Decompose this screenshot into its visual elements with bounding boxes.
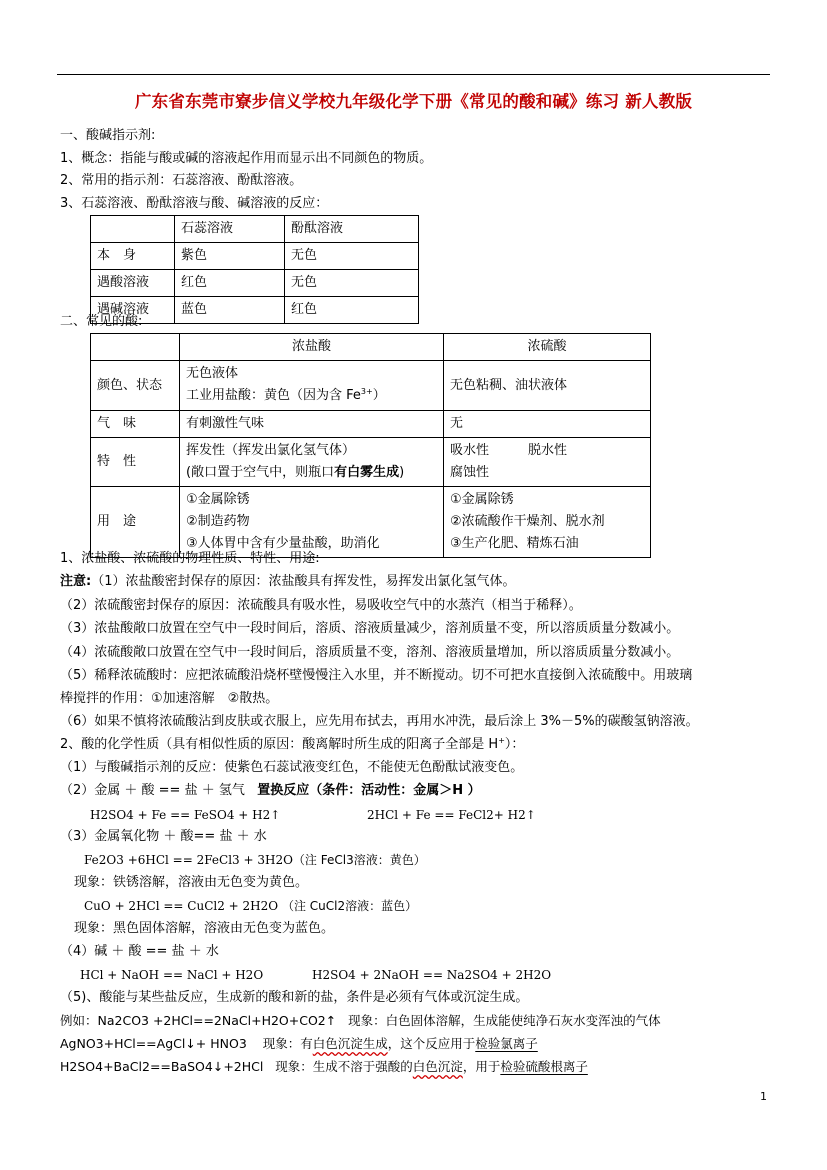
- prop-5: （5)、酸能与某些盐反应，生成新的酸和新的盐，条件是必须有气体或沉淀生成。: [60, 990, 529, 1005]
- equation: H2SO4 + Fe == FeSO4 + H2↑: [90, 808, 281, 822]
- table-cell: 无色: [285, 243, 419, 270]
- prop-3: （3）金属氧化物 ＋ 酸== 盐 ＋ 水: [60, 829, 267, 844]
- acid-table: [90, 333, 651, 558]
- table-cell: 本 身: [91, 243, 175, 270]
- table-cell: 无色粘稠、油状液体: [444, 361, 651, 411]
- header-rule: [57, 74, 770, 75]
- table-cell: 紫色: [175, 243, 285, 270]
- equation: 2HCl + Fe == FeCl2+ H2↑: [367, 808, 536, 822]
- indicator-table: [90, 215, 419, 324]
- section-1-heading: 一、酸碱指示剂:: [60, 128, 156, 143]
- section-2-heading: 二、常见的酸:: [60, 314, 143, 329]
- note-4: （4）浓硫酸敞口放置在空气中一段时间后，溶质质量不变，溶剂、溶液质量增加，所以溶质质量分数减小。: [60, 645, 680, 660]
- line-1: 1、概念：指能与酸或碱的溶液起作用而显示出不同颜色的物质。: [60, 151, 433, 166]
- para-2: 2、酸的化学性质（具有相似性质的原因：酸离解时所生成的阳离子全部是 H+）：: [60, 736, 525, 752]
- table-header: 酚酞溶液: [285, 216, 419, 243]
- table-cell: 有刺激性气味: [180, 411, 444, 438]
- line-2: 2、常用的指示剂：石蕊溶液、酚酞溶液。: [60, 173, 303, 188]
- table-header: 浓盐酸: [180, 334, 444, 361]
- prop-4: （4）碱 ＋ 酸 == 盐 ＋ 水: [60, 944, 219, 959]
- example-3: H2SO4+BaCl2==BaSO4↓+2HCl 现象：生成不溶于强酸的白色沉淀，用于检验硫酸根离子: [60, 1059, 588, 1074]
- note-1: 注意:（1）浓盐酸密封保存的原因：浓盐酸具有挥发性，易挥发出氯化氢气体。: [60, 574, 516, 589]
- page-title: 广东省东莞市寮步信义学校九年级化学下册《常见的酸和碱》练习 新人教版: [134, 92, 693, 111]
- prop-1: （1）与酸碱指示剂的反应：使紫色石蕊试液变红色，不能使无色酚酞试液变色。: [60, 760, 524, 775]
- table-cell: 红色: [175, 270, 285, 297]
- equation: H2SO4 + 2NaOH == Na2SO4 + 2H2O: [312, 968, 552, 982]
- equation: HCl + NaOH == NaCl + H2O: [80, 968, 264, 982]
- note-5b: 棒搅拌的作用：①加速溶解 ②散热。: [60, 691, 279, 706]
- table-cell: 遇酸溶液: [91, 270, 175, 297]
- table-cell: 红色: [285, 297, 419, 324]
- line-3: 3、石蕊溶液、酚酞溶液与酸、碱溶液的反应：: [60, 196, 329, 211]
- para-1: 1、浓盐酸、浓硫酸的物理性质、特性、用途:: [60, 551, 320, 566]
- table-cell: 无: [444, 411, 651, 438]
- table-cell: ①金属除锈 ②制造药物 ③人体胃中含有少量盐酸，助消化: [180, 487, 444, 558]
- note-2: （2）浓硫酸密封保存的原因：浓硫酸具有吸水性，易吸收空气中的水蒸汽（相当于稀释）。: [60, 598, 582, 613]
- table-cell: 遇碱溶液: [91, 297, 175, 324]
- note-5: （5）稀释浓硫酸时：应把浓硫酸沿烧杯壁慢慢注入水里，并不断搅动。切不可把水直接倒入浓硫酸中。用玻璃: [60, 668, 693, 683]
- table-cell: 挥发性（挥发出氯化氢气体） (敞口置于空气中，则瓶口有白雾生成): [180, 438, 444, 487]
- observation: 现象：黑色固体溶解，溶液由无色变为蓝色。: [74, 921, 335, 936]
- prop-2: （2）金属 ＋ 酸 == 盐 ＋ 氢气 置换反应（条件：活动性：金属＞H ）: [60, 783, 481, 798]
- table-cell: 用 途: [91, 487, 180, 558]
- example-2: AgNO3+HCl==AgCl↓+ HNO3 现象：有白色沉淀生成，这个反应用于检验氯离子: [60, 1036, 538, 1051]
- equation: Fe2O3 +6HCl == 2FeCl3 + 3H2O（注 FeCl3溶液：黄色）: [84, 853, 426, 867]
- table-cell: 气 味: [91, 411, 180, 438]
- table-cell: 无色: [285, 270, 419, 297]
- table-cell: 吸水性 脱水性 腐蚀性: [444, 438, 651, 487]
- observation: 现象：铁锈溶解，溶液由无色变为黄色。: [74, 875, 309, 890]
- equation: CuO + 2HCl == CuCl2 + 2H2O （注 CuCl2溶液：蓝色）: [84, 899, 418, 913]
- page-number: 1: [760, 1090, 767, 1103]
- table-cell: 颜色、状态: [91, 361, 180, 411]
- table-header: 浓硫酸: [444, 334, 651, 361]
- table-header: 石蕊溶液: [175, 216, 285, 243]
- example-1: 例如：Na2CO3 +2HCl==2NaCl+H2O+CO2↑ 现象：白色固体溶解，生成能使纯净石灰水变浑浊的气体: [60, 1013, 661, 1028]
- table-cell: 特 性: [91, 438, 180, 487]
- table-cell: 蓝色: [175, 297, 285, 324]
- note-6: （6）如果不慎将浓硫酸沾到皮肤或衣服上，应先用布拭去，再用水冲洗，最后涂上 3%－5%的碳酸氢钠溶液。: [60, 714, 699, 729]
- table-cell: 无色液体 工业用盐酸：黄色（因为含 $Fe^{3+}$）: [180, 361, 444, 411]
- table-cell: ①金属除锈 ②浓硫酸作干燥剂、脱水剂 ③生产化肥、精炼石油: [444, 487, 651, 558]
- note-3: （3）浓盐酸敞口放置在空气中一段时间后，溶质、溶液质量减少，溶剂质量不变，所以溶质质量分数减小。: [60, 621, 680, 636]
